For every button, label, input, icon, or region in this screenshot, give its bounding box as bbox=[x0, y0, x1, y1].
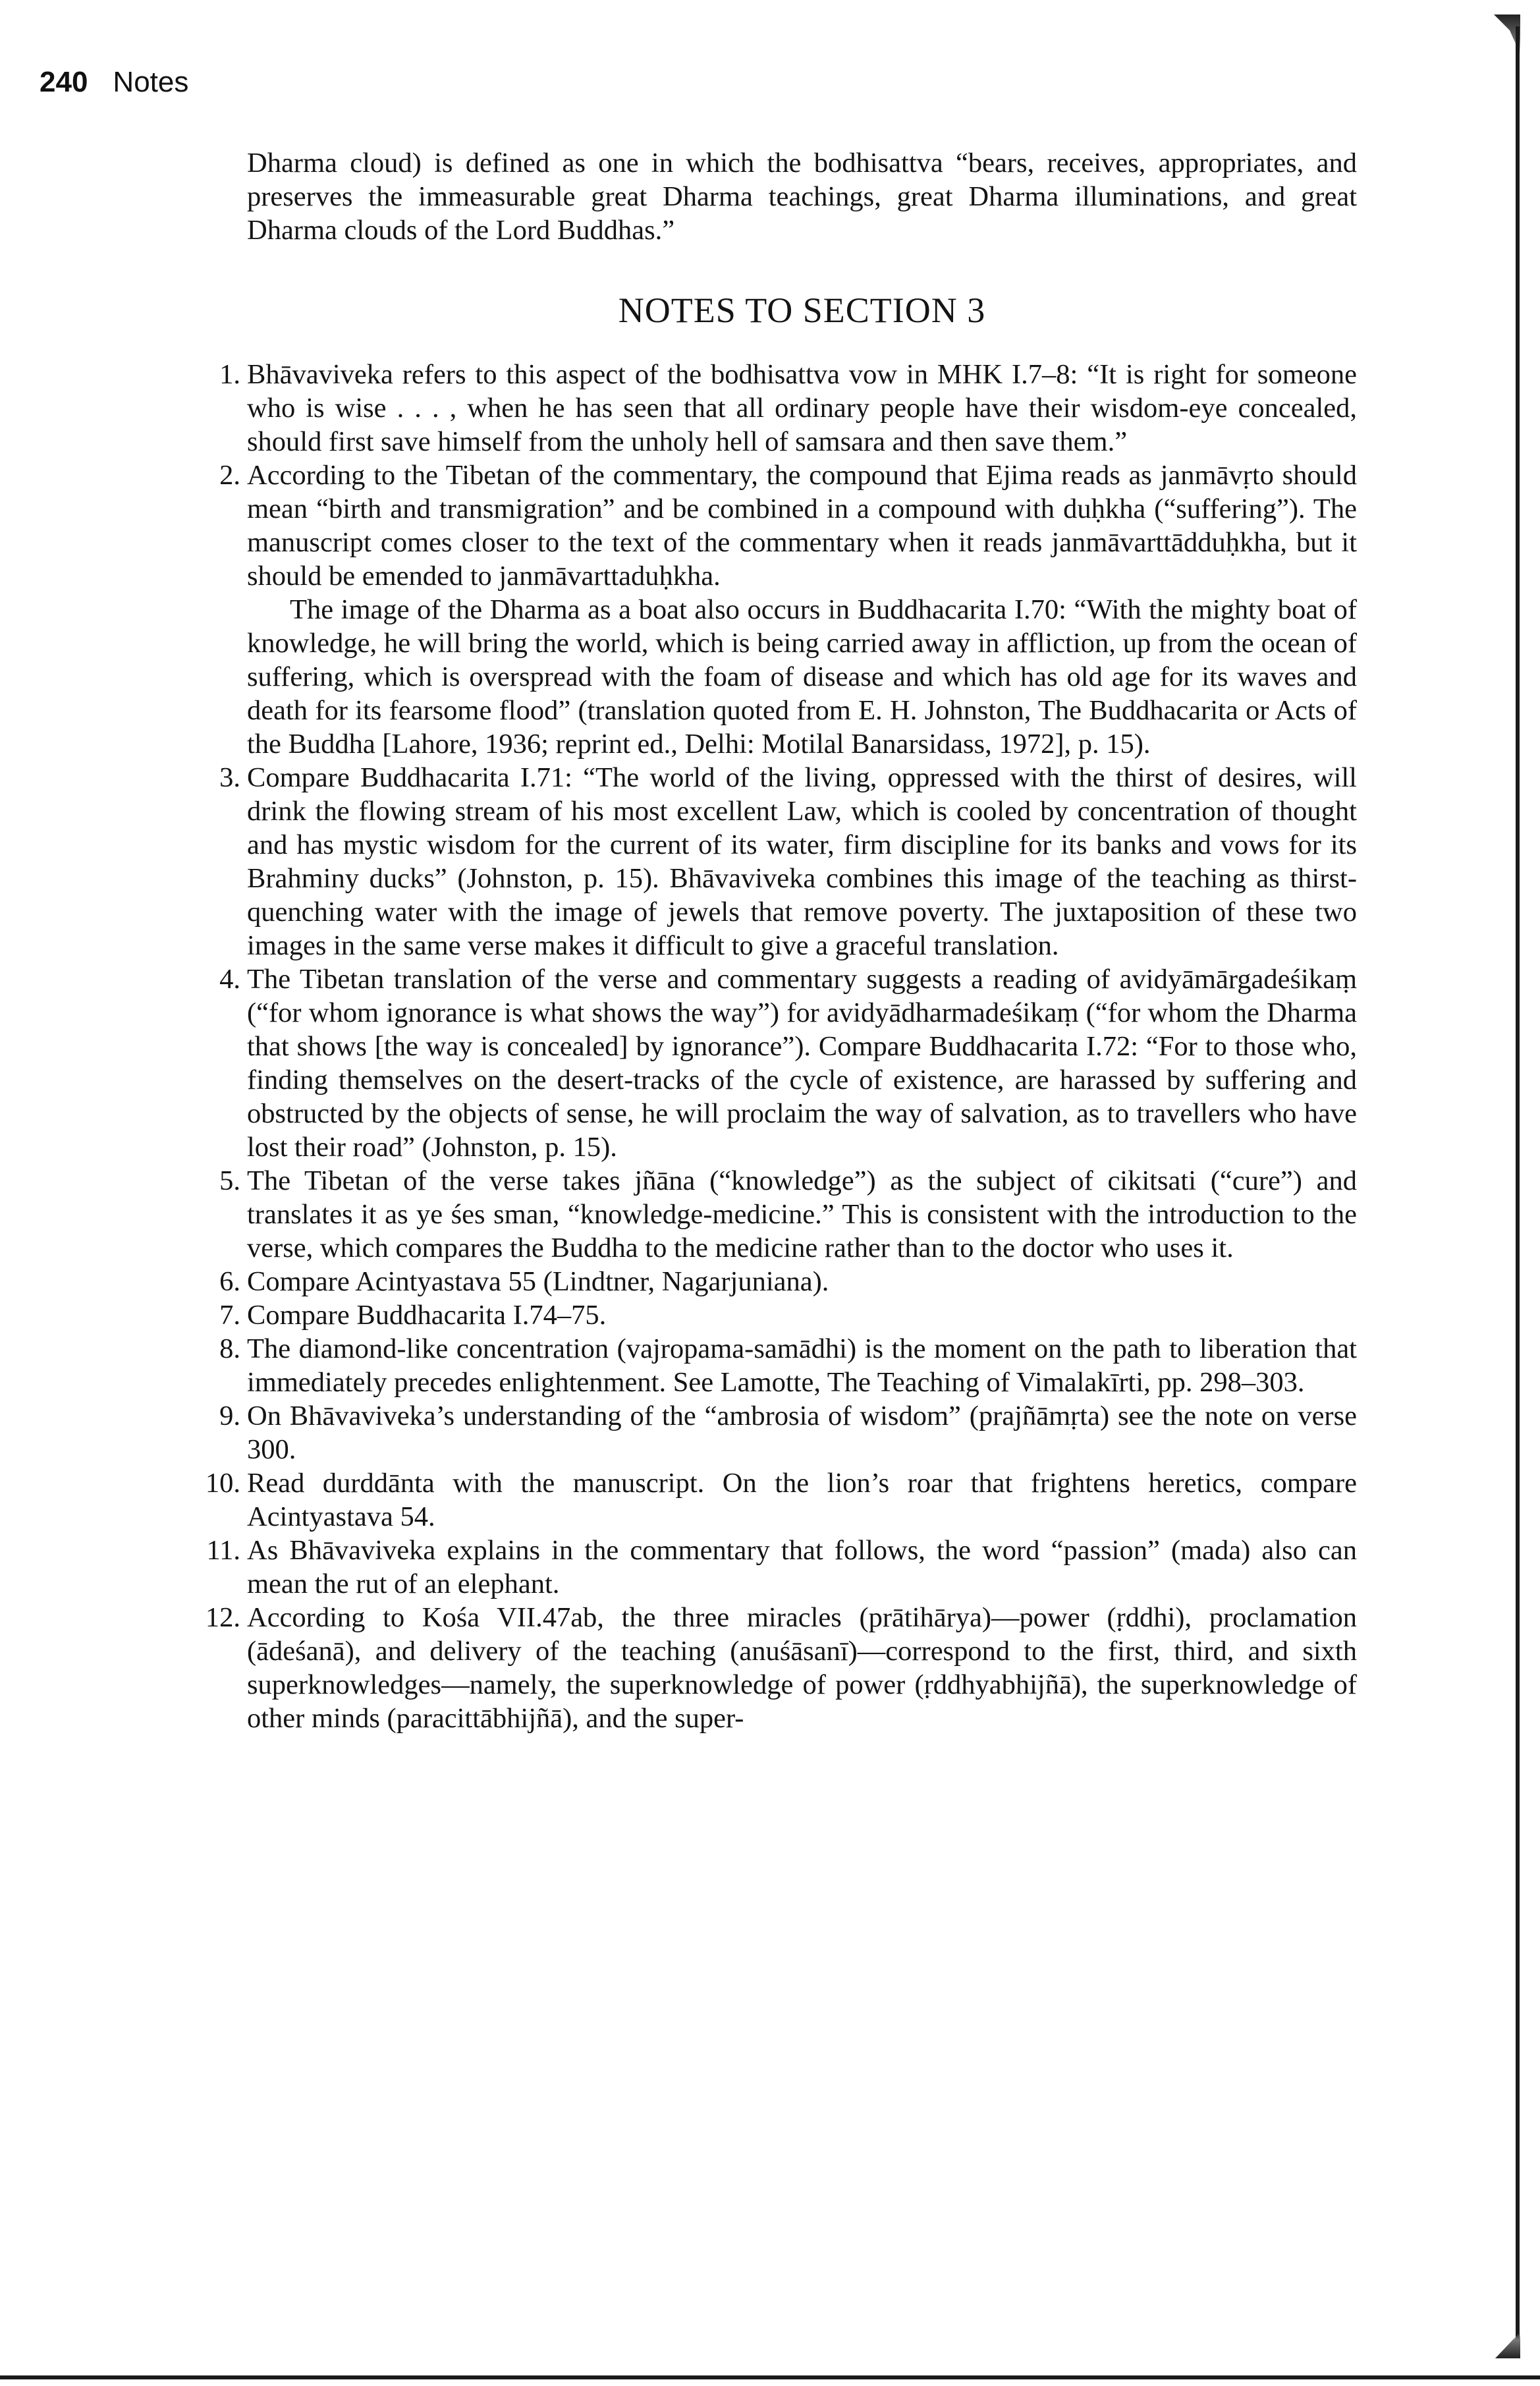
note-text: According to the Tibetan of the commentary, the compound that Ejima reads as janmāvṛto should mean “birth and transmigration” and be combined in a compound with duḥkha (“suffering”). The manuscript comes closer to the text of the commentary when it reads janmāvarttādduḥkha, but it should be emended to janmāvarttaduḥkha. bbox=[247, 460, 1357, 592]
note-text: Compare Buddhacarita I.74–75. bbox=[247, 1300, 607, 1331]
note-text: The Tibetan translation of the verse and commentary suggests a reading of avidyāmārgadeśikaṃ (“for whom ignorance is what shows the way”) for avidyādharmadeśikaṃ (“for whom the Dharma that shows [the way is concealed] by ignorance”). Compare Buddhacarita I.72: “For to those who, finding themselves on the desert-tracks of the cycle of existence, are harassed by suffering and obstructed by the objects of sense, he will proclaim the way of salvation, as to travellers who have lost their road” (Johnston, p. 15). bbox=[247, 964, 1357, 1163]
note-number: 10. bbox=[205, 1468, 240, 1499]
note-4 bbox=[219, 962, 1357, 1164]
note-11 bbox=[206, 1534, 1357, 1601]
note-10 bbox=[205, 1466, 1357, 1534]
running-head bbox=[40, 66, 188, 99]
section-heading: NOTES TO SECTION 3 bbox=[618, 291, 986, 330]
note-number: 9. bbox=[219, 1401, 240, 1431]
note-3 bbox=[219, 761, 1357, 962]
note-number: 8. bbox=[219, 1333, 240, 1364]
note-2 bbox=[219, 458, 1357, 761]
scan-edge-shadow-bottom bbox=[1495, 2332, 1520, 2358]
note-text: Compare Acintyastava 55 (Lindtner, Nagarjuniana). bbox=[247, 1266, 829, 1297]
notes-list bbox=[205, 358, 1357, 1735]
scan-edge-right bbox=[1516, 26, 1520, 2352]
note-text: Bhāvaviveka refers to this aspect of the bodhisattva vow in MHK I.7–8: “It is right for someone who is wise . . . , when he has seen that all ordinary people have their wisdom-eye concealed, should first save himself from the unholy hell of samsara and then save them.” bbox=[247, 359, 1357, 457]
note-number: 11. bbox=[206, 1535, 240, 1566]
note-1 bbox=[219, 358, 1357, 458]
note-text: Compare Buddhacarita I.71: “The world of the living, oppressed with the thirst of desires, will drink the flowing stream of his most excellent Law, which is cooled by concentration of thought and has mystic wisdom for the current of its water, firm discipline for its banks and vows for its Brahminy ducks” (Johnston, p. 15). Bhāvaviveka combines this image of the teaching as thirst-quenching water with the image of jewels that remove poverty. The juxtaposition of these two images in the same verse makes it difficult to give a graceful translation. bbox=[247, 762, 1357, 961]
note-text: The Tibetan of the verse takes jñāna (“knowledge”) as the subject of cikitsati (“cure”) and translates it as ye śes sman, “knowledge-medicine.” This is consistent with the introduction to the verse, which compares the Buddha to the medicine rather than to the doctor who uses it. bbox=[247, 1165, 1357, 1263]
note-number: 2. bbox=[219, 460, 240, 491]
note-12 bbox=[205, 1601, 1357, 1735]
note-text: The diamond-like concentration (vajropama-samādhi) is the moment on the path to liberation that immediately precedes enlightenment. See Lamotte, The Teaching of Vimalakīrti, pp. 298–303. bbox=[247, 1333, 1357, 1398]
note-6 bbox=[219, 1265, 1357, 1298]
note-text-continued: The image of the Dharma as a boat also occurs in Buddhacarita I.70: “With the mighty boat of knowledge, he will bring the world, which is being carried away in affliction, up from the ocean of suffering, which is overspread with the foam of disease and which has old age for its waves and death for its fearsome flood” (translation quoted from E. H. Johnston, The Buddhacarita or Acts of the Buddha [Lahore, 1936; reprint ed., Delhi: Motilal Banarsidass, 1972], p. 15). bbox=[247, 594, 1357, 760]
note-text: According to Kośa VII.47ab, the three miracles (prātihārya)—power (ṛddhi), proclamation (ādeśanā), and delivery of the teaching (anuśāsanī)—correspond to the first, third, and sixth superknowledges—namely, the superknowledge of power (ṛddhyabhijñā), the superknowledge of other minds (paracittābhijñā), and the super- bbox=[247, 1602, 1357, 1734]
note-text: Read durddānta with the manuscript. On the lion’s roar that frightens heretics, compare Acintyastava 54. bbox=[247, 1468, 1357, 1532]
carry-over-paragraph: Dharma cloud) is defined as one in which the bodhisattva “bears, receives, appropriates, and preserves the immeasurable great Dharma teachings, great Dharma illuminations, and great Dharma clouds of the Lord Buddhas.” bbox=[247, 148, 1357, 246]
page-number: 240 bbox=[40, 66, 88, 98]
note-number: 4. bbox=[219, 964, 240, 995]
note-number: 6. bbox=[219, 1266, 240, 1297]
note-number: 1. bbox=[219, 359, 240, 390]
note-number: 3. bbox=[219, 762, 240, 793]
scan-edge-bottom bbox=[0, 2375, 1540, 2379]
note-text: On Bhāvaviveka’s understanding of the “ambrosia of wisdom” (prajñāmṛta) see the note on verse 300. bbox=[247, 1401, 1357, 1465]
note-8 bbox=[219, 1332, 1357, 1399]
text-block bbox=[205, 146, 1357, 1735]
note-number: 5. bbox=[219, 1165, 240, 1196]
running-title: Notes bbox=[113, 66, 189, 98]
note-5 bbox=[219, 1164, 1357, 1265]
note-7 bbox=[219, 1298, 1357, 1332]
note-number: 12. bbox=[205, 1602, 240, 1633]
note-text: As Bhāvaviveka explains in the commentary that follows, the word “passion” (mada) also can mean the rut of an elephant. bbox=[247, 1535, 1357, 1599]
note-number: 7. bbox=[219, 1300, 240, 1331]
note-9 bbox=[219, 1399, 1357, 1466]
